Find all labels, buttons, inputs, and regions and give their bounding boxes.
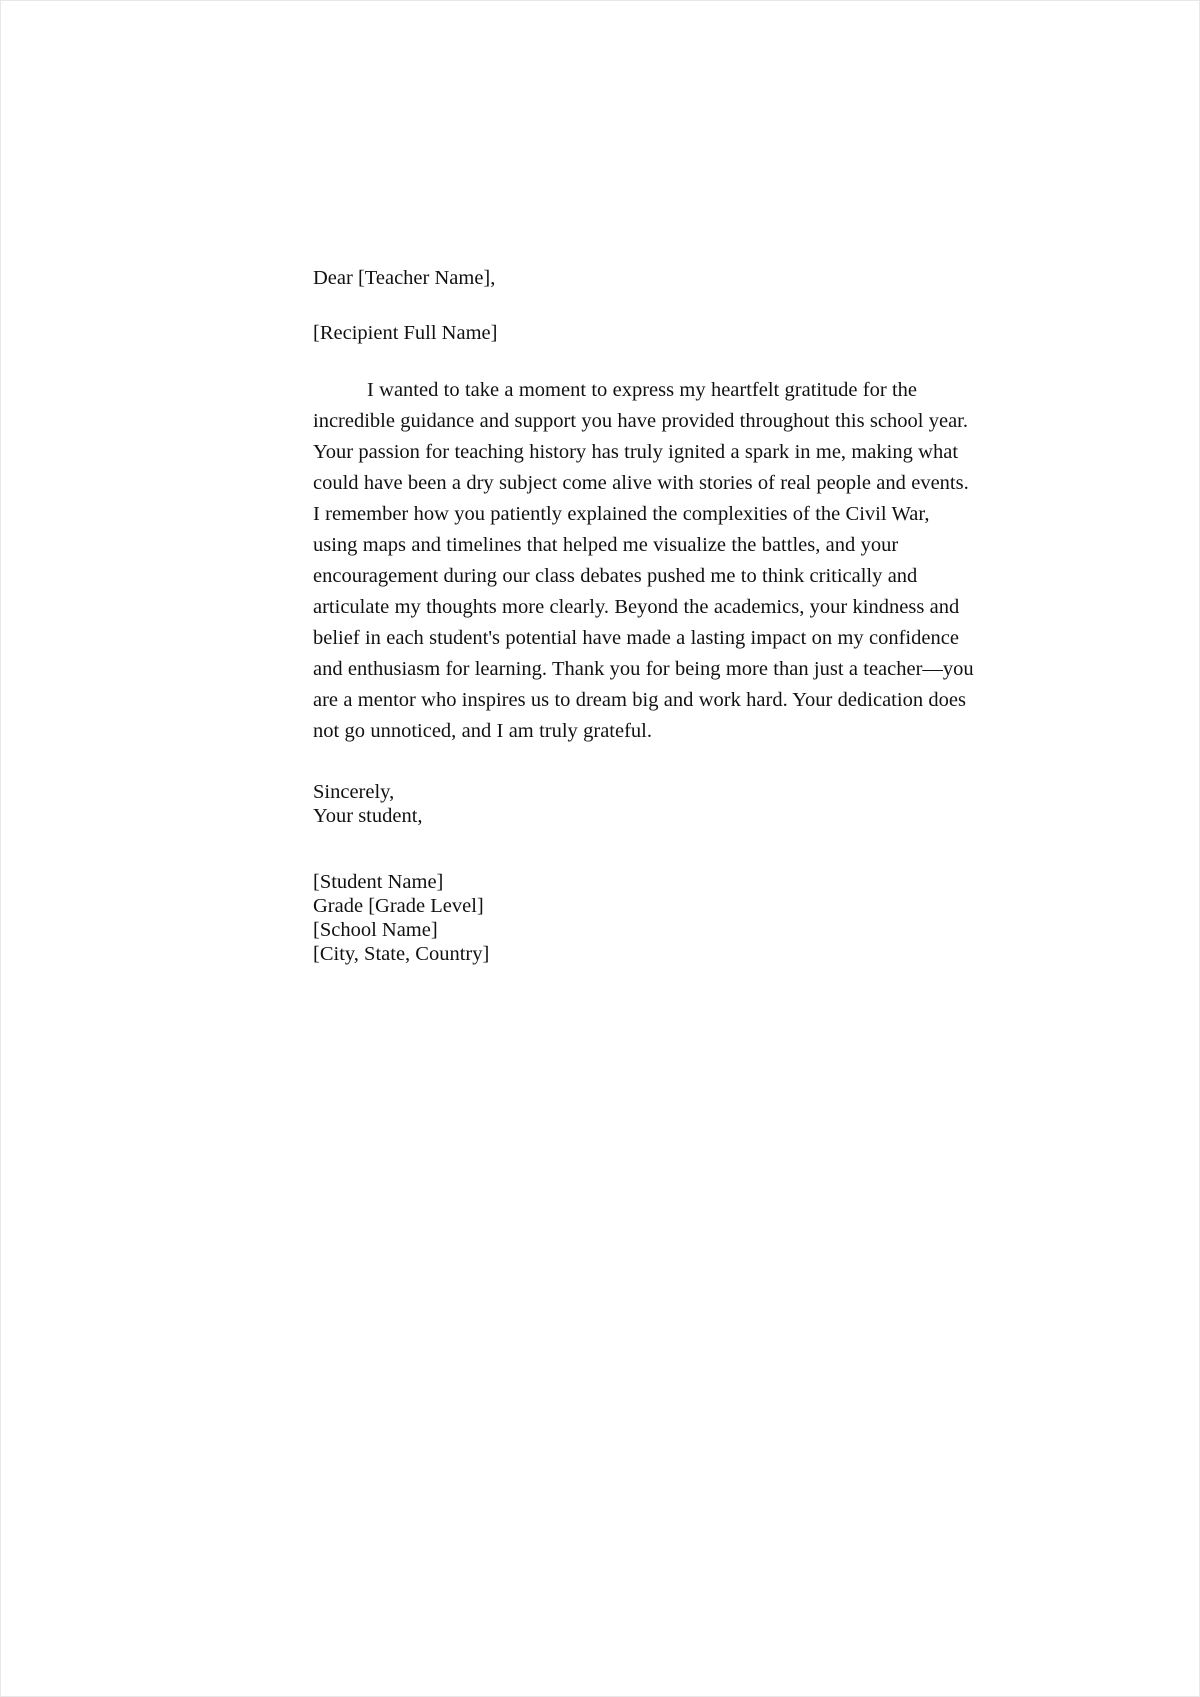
closing-salutation: Sincerely, [313,780,395,803]
letter-body-paragraph: I wanted to take a moment to express my heartfelt gratitude for the incredible guidance and support you have provided throughout this school year. Your passion for teaching history has truly ignited a spark in me, making what could have been a dry subject come alive with stories of real people and events. I remember how you patiently explained the complexities of the Civil War, using maps and timelines that helped me visualize the battles, and your encouragement during our class debates pushed me to think critically and articulate my thoughts more clearly. Beyond the academics, your kindness and belief in each student's potential have made a lasting impact on my confidence and enthusiasm for learning. Thank you for being more than just a teacher—you are a mentor who inspires us to dream big and work hard. Your dedication does not go unnoticed, and I am truly grateful. [313,378,974,742]
signature-block [313,870,977,966]
recipient-name-line: [Recipient Full Name] [313,321,498,344]
salutation-line: Dear [Teacher Name], [313,267,496,289]
closing-block [313,780,977,828]
signature-student-name: [Student Name] [313,870,444,893]
signature-grade-level: Grade [Grade Level] [313,894,484,917]
letter-content [313,263,977,966]
signature-location: [City, State, Country] [313,942,490,965]
signature-school-name: [School Name] [313,918,438,941]
closing-signoff: Your student, [313,804,423,827]
